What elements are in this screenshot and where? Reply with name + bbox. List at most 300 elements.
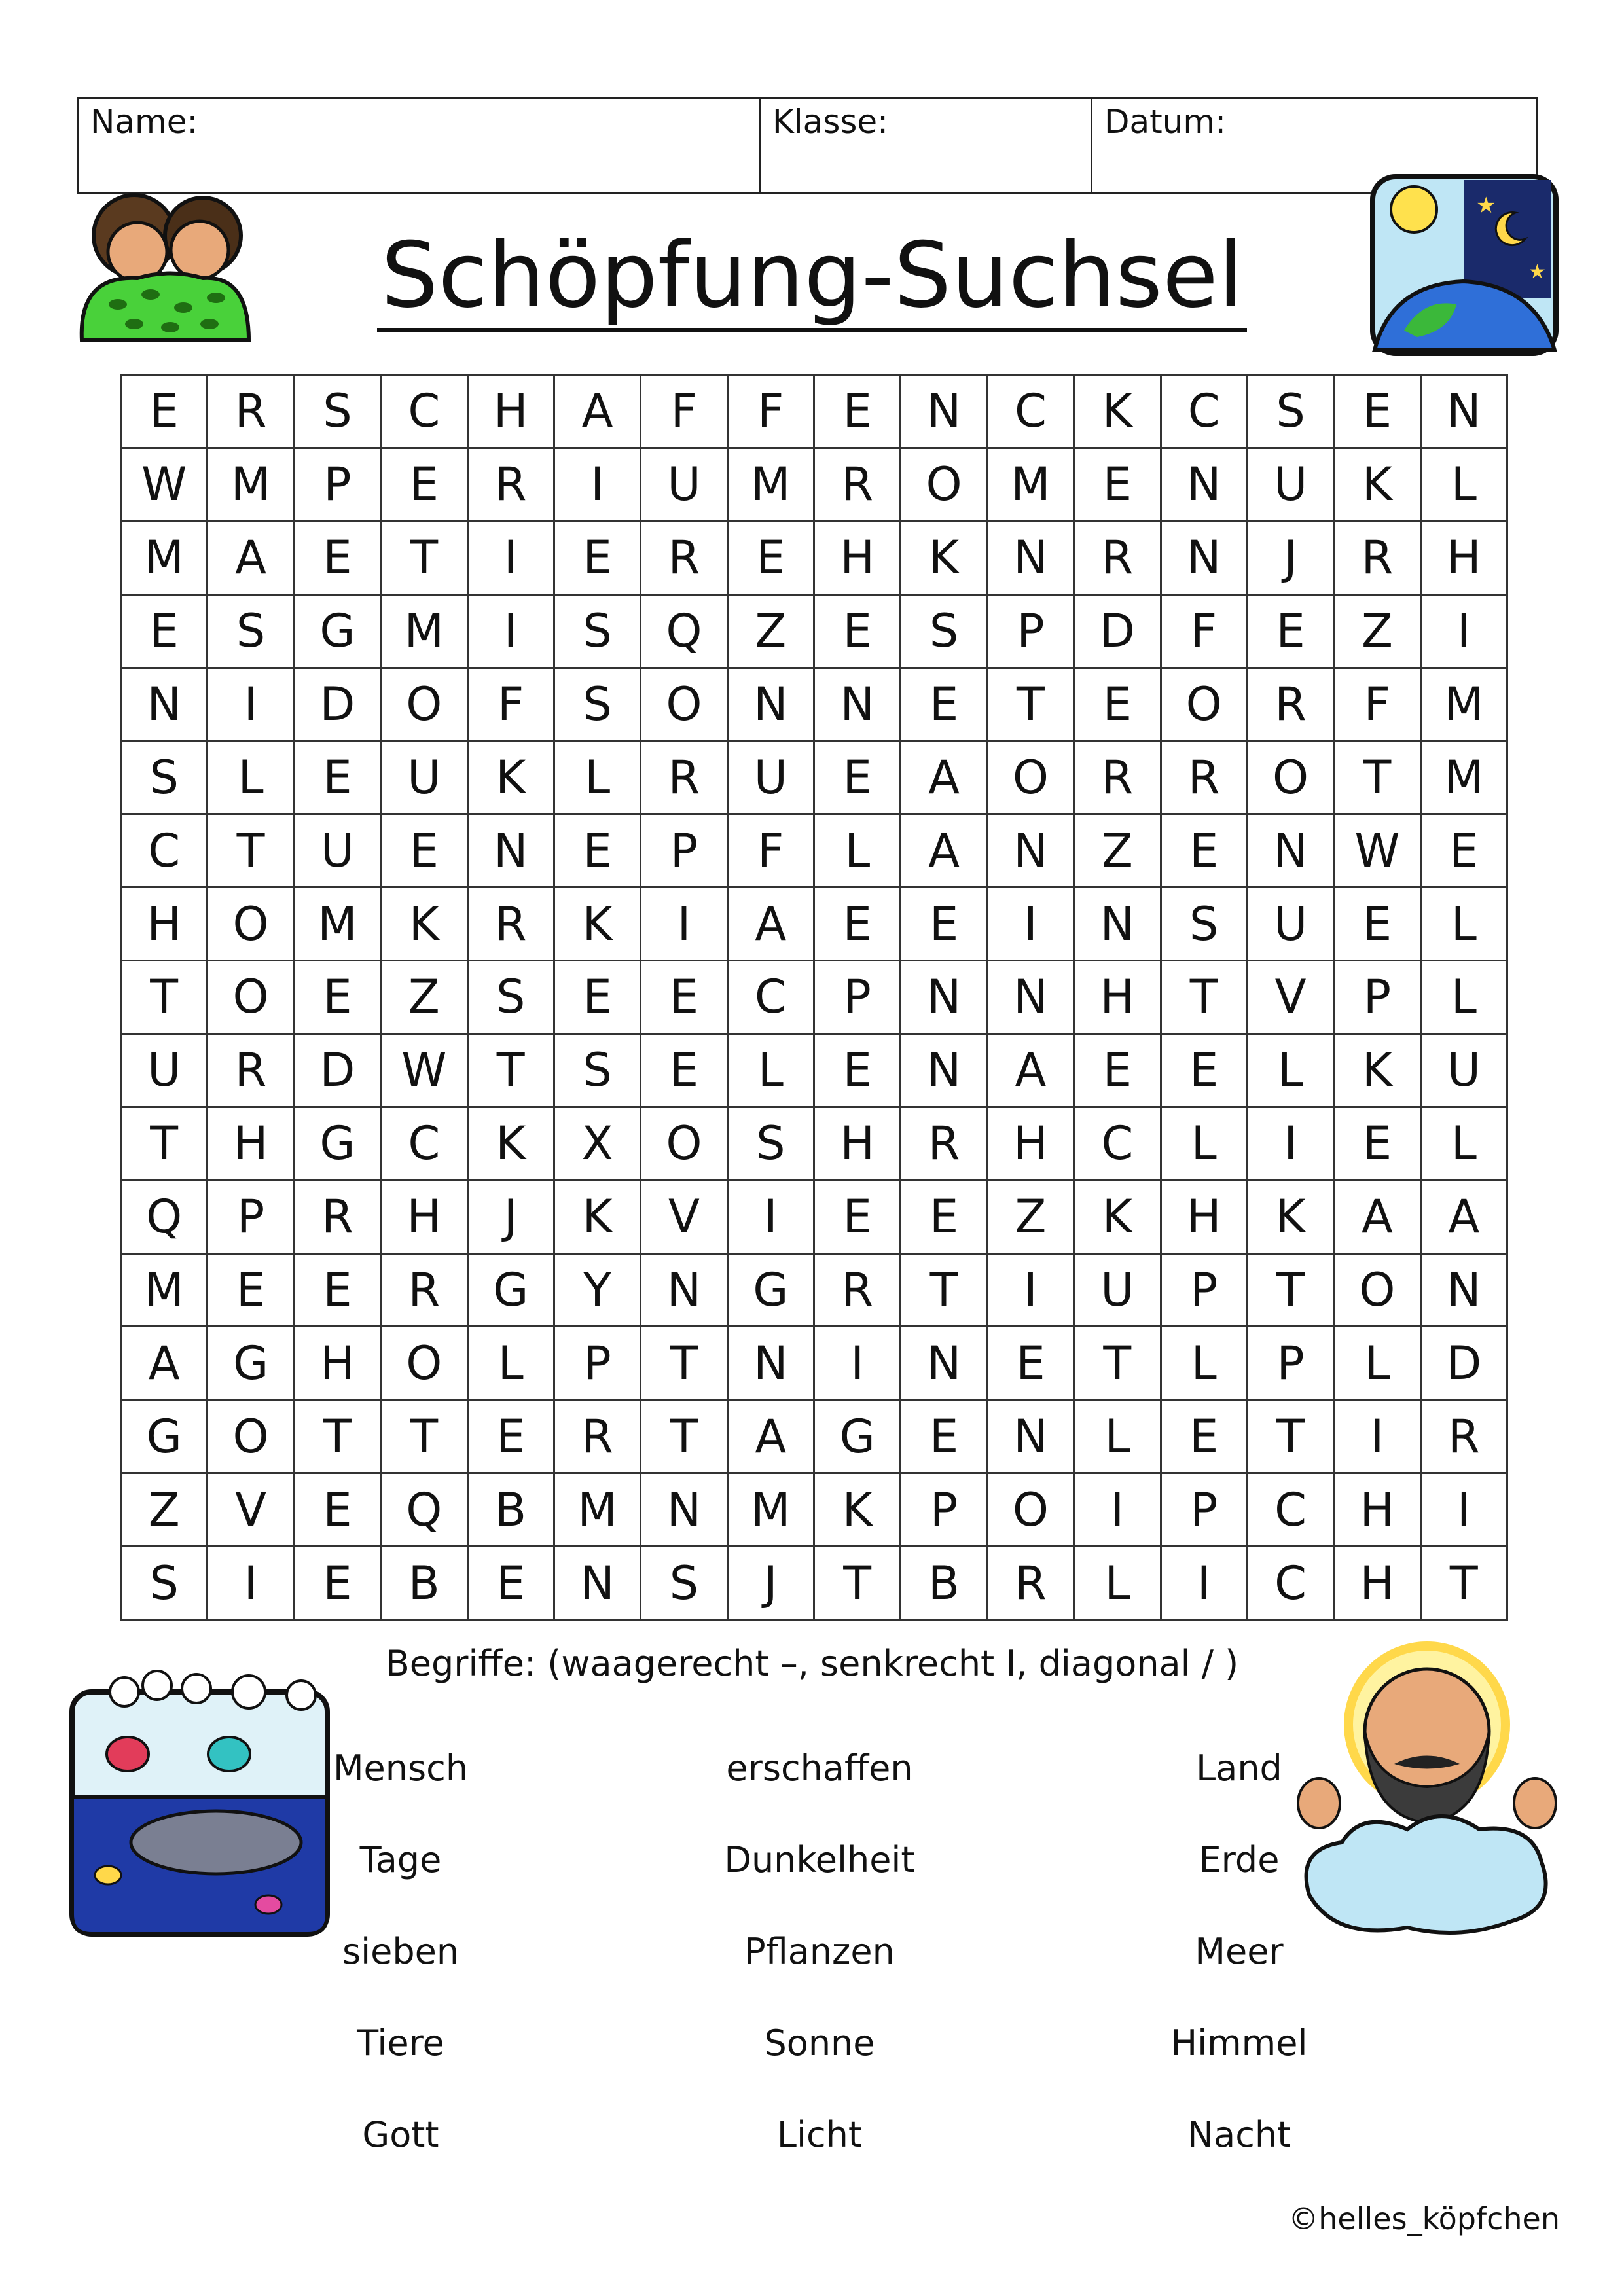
copyright: ©helles_köpfchen	[1288, 2201, 1560, 2236]
grid-cell: E	[295, 522, 382, 596]
grid-cell: E	[382, 449, 468, 522]
grid-cell: L	[1422, 888, 1508, 961]
name-label: Name:	[90, 103, 198, 141]
name-field[interactable]	[79, 99, 761, 192]
grid-cell: J	[469, 1181, 555, 1255]
grid-cell: K	[382, 888, 468, 961]
grid-cell: Z	[1075, 815, 1161, 888]
grid-cell: E	[555, 815, 641, 888]
grid-cell: G	[208, 1327, 295, 1401]
grid-cell: A	[555, 376, 641, 449]
grid-cell: U	[122, 1035, 208, 1108]
grid-cell: E	[815, 596, 901, 669]
grid-cell: I	[1162, 1547, 1248, 1621]
grid-cell: E	[1335, 1108, 1421, 1181]
grid-cell: V	[1248, 961, 1335, 1035]
grid-cell: N	[1422, 376, 1508, 449]
grid-cell: T	[122, 1108, 208, 1181]
word-item: Tage	[359, 1839, 442, 1880]
grid-cell: N	[988, 815, 1075, 888]
grid-cell: K	[469, 1108, 555, 1181]
grid-cell: N	[122, 669, 208, 742]
grid-cell: P	[988, 596, 1075, 669]
word-item: Sonne	[764, 2022, 875, 2064]
grid-cell: N	[988, 1401, 1075, 1474]
grid-cell: O	[988, 1474, 1075, 1547]
grid-cell: S	[1162, 888, 1248, 961]
grid-cell: G	[122, 1401, 208, 1474]
grid-cell: S	[122, 1547, 208, 1621]
grid-cell: K	[1335, 1035, 1421, 1108]
grid-cell: N	[1162, 449, 1248, 522]
letter-grid	[120, 374, 1508, 1621]
grid-cell: K	[1248, 1181, 1335, 1255]
grid-cell: Z	[1335, 596, 1421, 669]
grid-cell: R	[1335, 522, 1421, 596]
word-item: Himmel	[1170, 2022, 1308, 2064]
grid-cell: R	[641, 522, 728, 596]
word-item: Nacht	[1187, 2114, 1291, 2155]
grid-cell: R	[382, 1255, 468, 1328]
grid-cell: E	[1335, 376, 1421, 449]
grid-cell: K	[1335, 449, 1421, 522]
grid-cell: L	[1075, 1547, 1161, 1621]
grid-cell: Z	[122, 1474, 208, 1547]
grid-cell: E	[815, 1035, 901, 1108]
grid-cell: G	[815, 1401, 901, 1474]
grid-cell: O	[988, 742, 1075, 815]
grid-cell: W	[122, 449, 208, 522]
grid-cell: I	[469, 522, 555, 596]
grid-cell: N	[1075, 888, 1161, 961]
grid-cell: N	[641, 1474, 728, 1547]
grid-cell: E	[901, 888, 988, 961]
grid-cell: B	[901, 1547, 988, 1621]
grid-cell: C	[122, 815, 208, 888]
grid-cell: E	[815, 1181, 901, 1255]
grid-cell: N	[815, 669, 901, 742]
grid-cell: S	[901, 596, 988, 669]
grid-cell: W	[382, 1035, 468, 1108]
grid-cell: B	[469, 1474, 555, 1547]
god-cloud-icon	[1296, 1633, 1558, 1960]
grid-cell: Q	[641, 596, 728, 669]
grid-cell: R	[1075, 742, 1161, 815]
grid-cell: N	[1422, 1255, 1508, 1328]
word-item: erschaffen	[726, 1748, 913, 1789]
grid-cell: G	[295, 596, 382, 669]
grid-cell: R	[295, 1181, 382, 1255]
grid-cell: H	[1162, 1181, 1248, 1255]
grid-cell: F	[641, 376, 728, 449]
grid-cell: A	[122, 1327, 208, 1401]
grid-cell: I	[641, 888, 728, 961]
class-label: Klasse:	[772, 103, 889, 141]
grid-cell: H	[815, 1108, 901, 1181]
grid-cell: Q	[122, 1181, 208, 1255]
grid-cell: E	[122, 596, 208, 669]
grid-cell: H	[1075, 961, 1161, 1035]
grid-cell: I	[1422, 596, 1508, 669]
grid-cell: O	[382, 1327, 468, 1401]
grid-cell: M	[208, 449, 295, 522]
grid-cell: T	[641, 1401, 728, 1474]
grid-cell: H	[122, 888, 208, 961]
grid-cell: O	[382, 669, 468, 742]
grid-cell: O	[1162, 669, 1248, 742]
grid-cell: T	[1162, 961, 1248, 1035]
instructions: Begriffe: (waagerecht –, senkrecht I, diagonal / )	[385, 1643, 1239, 1684]
grid-cell: P	[1162, 1474, 1248, 1547]
grid-cell: P	[901, 1474, 988, 1547]
grid-cell: I	[1422, 1474, 1508, 1547]
grid-cell: R	[815, 1255, 901, 1328]
grid-cell: K	[469, 742, 555, 815]
grid-cell: M	[295, 888, 382, 961]
grid-cell: E	[469, 1401, 555, 1474]
grid-cell: R	[1248, 669, 1335, 742]
grid-cell: L	[1162, 1327, 1248, 1401]
grid-cell: F	[1335, 669, 1421, 742]
grid-cell: E	[988, 1327, 1075, 1401]
grid-cell: V	[641, 1181, 728, 1255]
grid-cell: E	[1075, 1035, 1161, 1108]
grid-cell: O	[1335, 1255, 1421, 1328]
grid-cell: E	[295, 742, 382, 815]
grid-cell: T	[382, 522, 468, 596]
grid-cell: P	[815, 961, 901, 1035]
grid-cell: Z	[382, 961, 468, 1035]
grid-cell: F	[1162, 596, 1248, 669]
grid-cell: A	[901, 815, 988, 888]
grid-cell: E	[1162, 1401, 1248, 1474]
grid-cell: E	[295, 1547, 382, 1621]
grid-cell: X	[555, 1108, 641, 1181]
sea-animals-icon	[65, 1666, 334, 1941]
grid-cell: E	[1248, 596, 1335, 669]
grid-cell: E	[641, 1035, 728, 1108]
grid-cell: Z	[988, 1181, 1075, 1255]
grid-cell: T	[295, 1401, 382, 1474]
grid-cell: K	[555, 1181, 641, 1255]
grid-cell: E	[815, 376, 901, 449]
grid-cell: N	[641, 1255, 728, 1328]
grid-cell: I	[1335, 1401, 1421, 1474]
grid-cell: K	[815, 1474, 901, 1547]
grid-cell: T	[122, 961, 208, 1035]
grid-cell: N	[988, 522, 1075, 596]
grid-cell: T	[1422, 1547, 1508, 1621]
grid-cell: N	[469, 815, 555, 888]
grid-cell: O	[208, 1401, 295, 1474]
word-item: Tiere	[357, 2022, 444, 2064]
grid-cell: L	[1335, 1327, 1421, 1401]
grid-cell: J	[729, 1547, 815, 1621]
grid-cell: L	[1422, 1108, 1508, 1181]
header-box	[77, 97, 1538, 194]
grid-cell: E	[295, 1255, 382, 1328]
grid-cell: J	[1248, 522, 1335, 596]
grid-cell: A	[729, 1401, 815, 1474]
grid-cell: H	[1422, 522, 1508, 596]
grid-cell: W	[1335, 815, 1421, 888]
grid-cell: H	[469, 376, 555, 449]
grid-cell: M	[729, 449, 815, 522]
grid-cell: M	[382, 596, 468, 669]
grid-cell: E	[641, 961, 728, 1035]
grid-cell: D	[1075, 596, 1161, 669]
grid-cell: K	[1075, 376, 1161, 449]
class-field[interactable]	[761, 99, 1092, 192]
grid-cell: D	[1422, 1327, 1508, 1401]
grid-cell: R	[815, 449, 901, 522]
grid-cell: F	[469, 669, 555, 742]
grid-cell: I	[555, 449, 641, 522]
grid-cell: O	[641, 669, 728, 742]
grid-cell: N	[729, 1327, 815, 1401]
grid-cell: C	[1248, 1474, 1335, 1547]
grid-cell: K	[901, 522, 988, 596]
grid-cell: M	[122, 522, 208, 596]
grid-cell: C	[1075, 1108, 1161, 1181]
grid-cell: N	[988, 961, 1075, 1035]
grid-cell: A	[901, 742, 988, 815]
grid-cell: S	[555, 1035, 641, 1108]
grid-cell: P	[1162, 1255, 1248, 1328]
grid-cell: A	[1335, 1181, 1421, 1255]
grid-cell: I	[988, 888, 1075, 961]
word-item: Meer	[1195, 1931, 1284, 1972]
grid-cell: C	[1162, 376, 1248, 449]
grid-cell: I	[988, 1255, 1075, 1328]
grid-cell: E	[901, 669, 988, 742]
grid-cell: O	[208, 888, 295, 961]
grid-cell: Q	[382, 1474, 468, 1547]
grid-cell: E	[1075, 669, 1161, 742]
grid-cell: I	[208, 1547, 295, 1621]
grid-cell: P	[641, 815, 728, 888]
grid-cell: P	[1248, 1327, 1335, 1401]
grid-cell: R	[1162, 742, 1248, 815]
grid-cell: E	[469, 1547, 555, 1621]
grid-cell: G	[469, 1255, 555, 1328]
grid-cell: L	[1422, 961, 1508, 1035]
grid-cell: N	[901, 961, 988, 1035]
grid-cell: L	[208, 742, 295, 815]
grid-cell: L	[1075, 1401, 1161, 1474]
grid-cell: K	[555, 888, 641, 961]
grid-cell: S	[555, 669, 641, 742]
word-item: Pflanzen	[744, 1931, 895, 1972]
grid-cell: S	[469, 961, 555, 1035]
grid-cell: C	[382, 376, 468, 449]
grid-cell: R	[988, 1547, 1075, 1621]
grid-cell: E	[1422, 815, 1508, 888]
grid-cell: M	[988, 449, 1075, 522]
grid-cell: U	[1422, 1035, 1508, 1108]
grid-cell: N	[901, 1035, 988, 1108]
grid-cell: S	[1248, 376, 1335, 449]
page-title: Schöpfung-Suchsel	[0, 223, 1624, 328]
grid-cell: R	[208, 376, 295, 449]
grid-cell: N	[729, 669, 815, 742]
grid-cell: M	[555, 1474, 641, 1547]
grid-cell: O	[208, 961, 295, 1035]
grid-cell: R	[469, 888, 555, 961]
grid-cell: E	[815, 888, 901, 961]
grid-cell: M	[122, 1255, 208, 1328]
grid-cell: V	[208, 1474, 295, 1547]
word-item: Land	[1196, 1748, 1282, 1789]
grid-cell: T	[815, 1547, 901, 1621]
grid-cell: H	[208, 1108, 295, 1181]
grid-cell: T	[988, 669, 1075, 742]
grid-cell: S	[295, 376, 382, 449]
grid-cell: U	[1075, 1255, 1161, 1328]
grid-cell: U	[295, 815, 382, 888]
grid-cell: U	[641, 449, 728, 522]
grid-cell: F	[729, 376, 815, 449]
grid-cell: E	[901, 1401, 988, 1474]
grid-cell: E	[555, 522, 641, 596]
grid-cell: E	[382, 815, 468, 888]
grid-cell: M	[1422, 669, 1508, 742]
word-item: Mensch	[333, 1748, 469, 1789]
grid-cell: E	[122, 376, 208, 449]
grid-cell: N	[1162, 522, 1248, 596]
grid-cell: T	[1248, 1255, 1335, 1328]
grid-cell: T	[469, 1035, 555, 1108]
date-label: Datum:	[1104, 103, 1226, 141]
word-item: sieben	[342, 1931, 460, 1972]
grid-cell: P	[208, 1181, 295, 1255]
grid-cell: L	[729, 1035, 815, 1108]
grid-cell: H	[295, 1327, 382, 1401]
grid-cell: E	[555, 961, 641, 1035]
grid-cell: P	[555, 1327, 641, 1401]
word-item: Dunkelheit	[724, 1839, 915, 1880]
grid-cell: S	[122, 742, 208, 815]
grid-cell: Z	[729, 596, 815, 669]
grid-cell: T	[1248, 1401, 1335, 1474]
grid-cell: S	[208, 596, 295, 669]
grid-cell: L	[555, 742, 641, 815]
grid-cell: T	[1075, 1327, 1161, 1401]
grid-cell: N	[555, 1547, 641, 1621]
grid-cell: A	[1422, 1181, 1508, 1255]
grid-cell: U	[382, 742, 468, 815]
grid-cell: A	[988, 1035, 1075, 1108]
grid-cell: B	[382, 1547, 468, 1621]
grid-cell: L	[815, 815, 901, 888]
grid-cell: H	[988, 1108, 1075, 1181]
grid-cell: C	[382, 1108, 468, 1181]
grid-cell: M	[1422, 742, 1508, 815]
grid-cell: N	[901, 376, 988, 449]
grid-cell: E	[1075, 449, 1161, 522]
grid-cell: I	[208, 669, 295, 742]
grid-cell: U	[729, 742, 815, 815]
grid-cell: A	[729, 888, 815, 961]
grid-cell: T	[382, 1401, 468, 1474]
grid-cell: C	[988, 376, 1075, 449]
grid-cell: R	[901, 1108, 988, 1181]
grid-cell: Y	[555, 1255, 641, 1328]
grid-cell: E	[1162, 815, 1248, 888]
word-item: Licht	[776, 2114, 863, 2155]
grid-cell: R	[1075, 522, 1161, 596]
grid-cell: O	[901, 449, 988, 522]
grid-cell: G	[295, 1108, 382, 1181]
grid-cell: C	[729, 961, 815, 1035]
grid-cell: U	[1248, 449, 1335, 522]
grid-cell: E	[901, 1181, 988, 1255]
grid-cell: D	[295, 669, 382, 742]
grid-cell: G	[729, 1255, 815, 1328]
word-item: Gott	[362, 2114, 439, 2155]
grid-cell: S	[555, 596, 641, 669]
grid-cell: T	[208, 815, 295, 888]
grid-cell: R	[641, 742, 728, 815]
grid-cell: H	[1335, 1474, 1421, 1547]
word-item: Erde	[1199, 1839, 1280, 1880]
grid-cell: K	[1075, 1181, 1161, 1255]
grid-cell: H	[815, 522, 901, 596]
svg-text:★: ★	[1528, 260, 1546, 283]
grid-cell: D	[295, 1035, 382, 1108]
grid-cell: T	[901, 1255, 988, 1328]
grid-cell: L	[1248, 1035, 1335, 1108]
grid-cell: R	[555, 1401, 641, 1474]
grid-cell: H	[382, 1181, 468, 1255]
grid-cell: L	[469, 1327, 555, 1401]
grid-cell: R	[1422, 1401, 1508, 1474]
grid-cell: E	[815, 742, 901, 815]
grid-cell: E	[1162, 1035, 1248, 1108]
grid-cell: L	[1422, 449, 1508, 522]
grid-cell: E	[295, 1474, 382, 1547]
grid-cell: R	[469, 449, 555, 522]
grid-cell: N	[1248, 815, 1335, 888]
grid-cell: I	[1075, 1474, 1161, 1547]
grid-cell: E	[295, 961, 382, 1035]
grid-cell: E	[729, 522, 815, 596]
grid-cell: E	[1335, 888, 1421, 961]
grid-cell: H	[1335, 1547, 1421, 1621]
grid-cell: F	[729, 815, 815, 888]
grid-cell: I	[729, 1181, 815, 1255]
grid-cell: T	[641, 1327, 728, 1401]
grid-cell: I	[815, 1327, 901, 1401]
grid-cell: C	[1248, 1547, 1335, 1621]
grid-cell: O	[641, 1108, 728, 1181]
grid-cell: I	[469, 596, 555, 669]
grid-cell: U	[1248, 888, 1335, 961]
grid-cell: R	[208, 1035, 295, 1108]
grid-cell: A	[208, 522, 295, 596]
grid-cell: O	[1248, 742, 1335, 815]
grid-cell: E	[208, 1255, 295, 1328]
grid-cell: T	[1335, 742, 1421, 815]
grid-cell: S	[641, 1547, 728, 1621]
grid-cell: S	[729, 1108, 815, 1181]
svg-text:★: ★	[1476, 192, 1496, 219]
grid-cell: I	[1248, 1108, 1335, 1181]
grid-cell: M	[729, 1474, 815, 1547]
grid-cell: P	[295, 449, 382, 522]
grid-cell: N	[901, 1327, 988, 1401]
grid-cell: P	[1335, 961, 1421, 1035]
